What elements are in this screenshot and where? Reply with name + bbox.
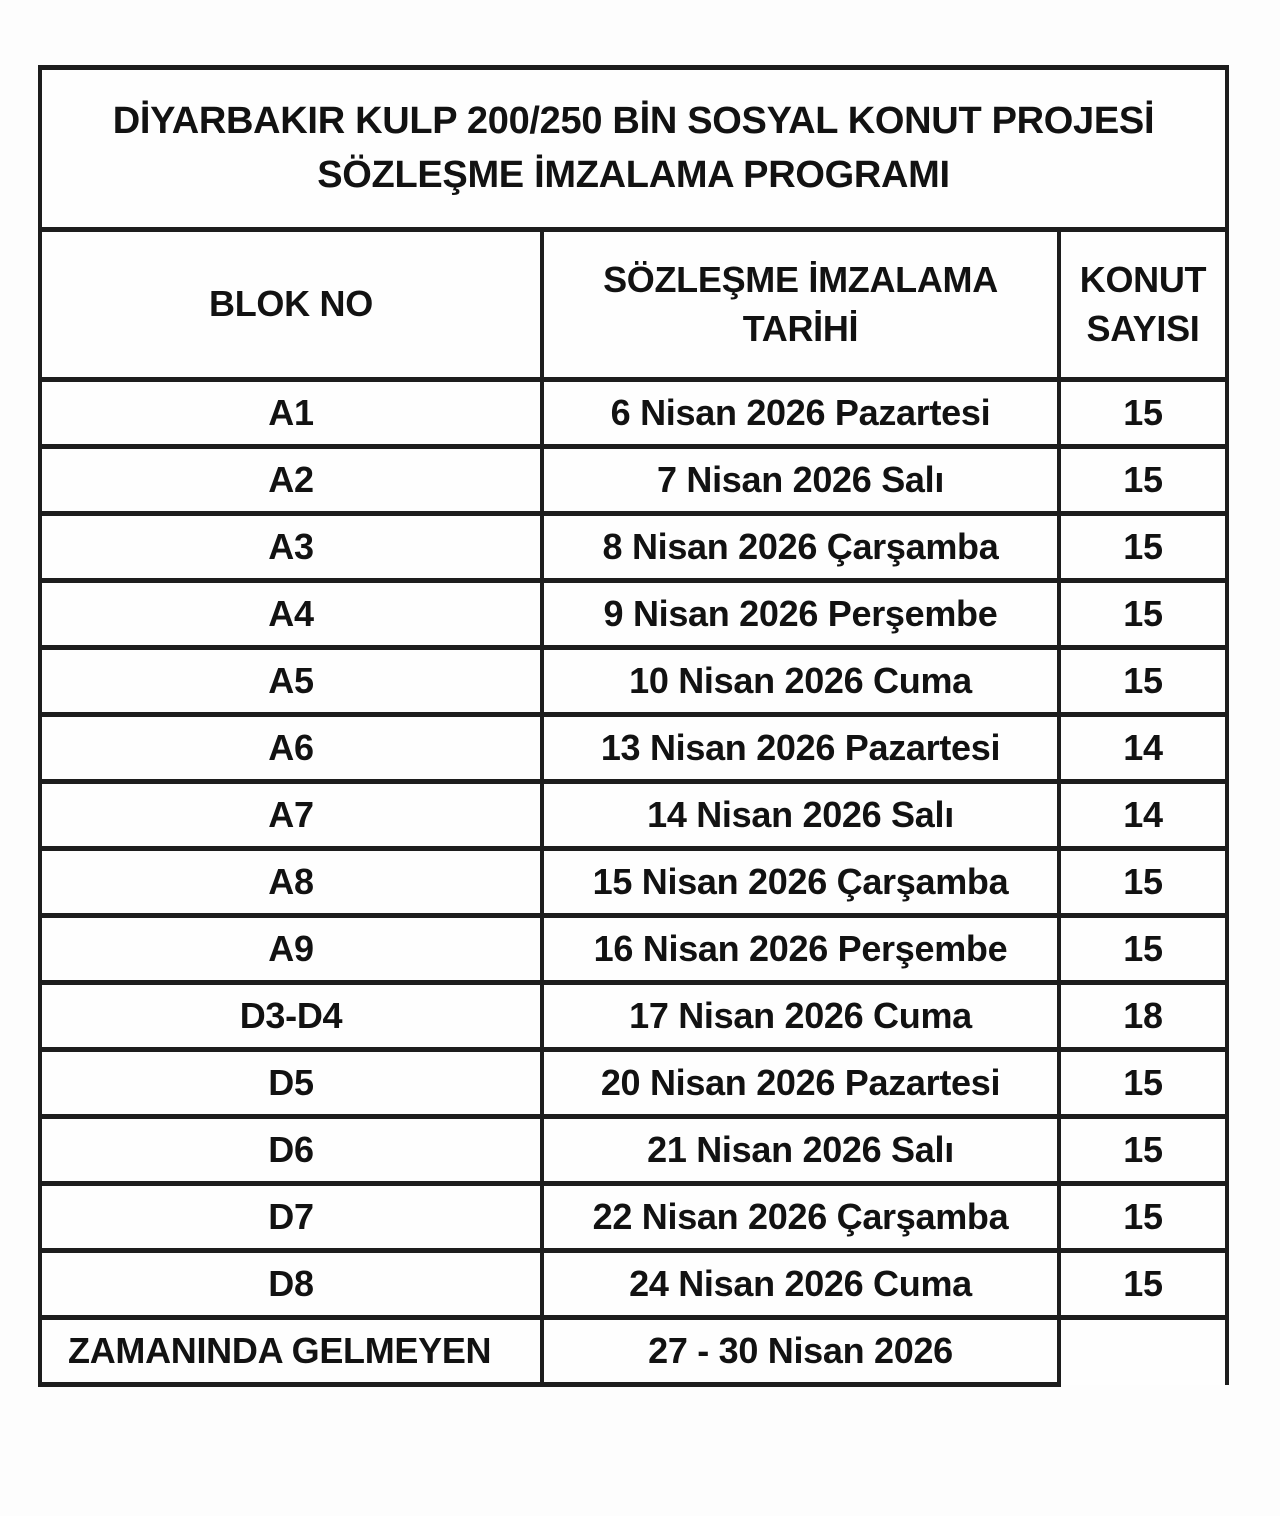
konut-cell: 18	[1059, 983, 1227, 1050]
table-row	[40, 1050, 1227, 1117]
blok-cell: A1	[40, 380, 542, 447]
blok-cell: A4	[40, 581, 542, 648]
tarih-cell: 14 Nisan 2026 Salı	[542, 782, 1059, 849]
table-row	[40, 1184, 1227, 1251]
konut-cell: 15	[1059, 514, 1227, 581]
konut-cell: 15	[1059, 1050, 1227, 1117]
tarih-cell: 6 Nisan 2026 Pazartesi	[542, 380, 1059, 447]
blok-cell: D6	[40, 1117, 542, 1184]
tarih-cell: 20 Nisan 2026 Pazartesi	[542, 1050, 1059, 1117]
konut-cell: 15	[1059, 581, 1227, 648]
blok-cell: A6	[40, 715, 542, 782]
title-line-2: SÖZLEŞME İMZALAMA PROGRAMI	[317, 153, 950, 196]
blok-cell: A8	[40, 849, 542, 916]
tarih-cell: 8 Nisan 2026 Çarşamba	[542, 514, 1059, 581]
title-row	[40, 68, 1227, 230]
contract-signing-schedule-table	[38, 65, 1229, 1387]
konut-cell: 15	[1059, 648, 1227, 715]
table-row	[40, 1251, 1227, 1318]
tarih-cell: 27 - 30 Nisan 2026	[542, 1318, 1059, 1385]
konut-cell: 15	[1059, 849, 1227, 916]
tarih-cell: 9 Nisan 2026 Perşembe	[542, 581, 1059, 648]
column-header-sozlesme-imzalama-tarihi: SÖZLEŞME İMZALAMA TARİHİ	[542, 230, 1059, 380]
tarih-cell: 24 Nisan 2026 Cuma	[542, 1251, 1059, 1318]
blok-cell: A3	[40, 514, 542, 581]
tarih-cell: 13 Nisan 2026 Pazartesi	[542, 715, 1059, 782]
blok-cell: ZAMANINDA GELMEYEN	[40, 1318, 542, 1385]
column-header-konut-sayisi: KONUT SAYISI	[1059, 230, 1227, 380]
tarih-cell: 7 Nisan 2026 Salı	[542, 447, 1059, 514]
table-row	[40, 380, 1227, 447]
tarih-cell: 15 Nisan 2026 Çarşamba	[542, 849, 1059, 916]
blok-cell: A5	[40, 648, 542, 715]
table-row	[40, 514, 1227, 581]
header-row	[40, 230, 1227, 380]
table-row	[40, 447, 1227, 514]
tarih-cell: 10 Nisan 2026 Cuma	[542, 648, 1059, 715]
table-row	[40, 1117, 1227, 1184]
konut-cell	[1059, 1318, 1227, 1385]
blok-cell: D7	[40, 1184, 542, 1251]
table-row	[40, 1318, 1227, 1385]
table-row	[40, 715, 1227, 782]
table-row	[40, 916, 1227, 983]
table-row	[40, 648, 1227, 715]
blok-cell: A7	[40, 782, 542, 849]
blok-cell: D5	[40, 1050, 542, 1117]
tarih-cell: 16 Nisan 2026 Perşembe	[542, 916, 1059, 983]
konut-cell: 15	[1059, 1251, 1227, 1318]
document-title	[40, 68, 1227, 230]
table-row	[40, 849, 1227, 916]
table-row	[40, 581, 1227, 648]
konut-cell: 15	[1059, 1184, 1227, 1251]
konut-cell: 14	[1059, 715, 1227, 782]
table-row	[40, 983, 1227, 1050]
konut-cell: 15	[1059, 916, 1227, 983]
title-line-1: DİYARBAKIR KULP 200/250 BİN SOSYAL KONUT PROJESİ	[112, 99, 1155, 142]
blok-cell: A2	[40, 447, 542, 514]
column-header-blok-no: BLOK NO	[40, 230, 542, 380]
blok-cell: A9	[40, 916, 542, 983]
tarih-cell: 21 Nisan 2026 Salı	[542, 1117, 1059, 1184]
table-body	[40, 380, 1227, 1385]
konut-cell: 14	[1059, 782, 1227, 849]
tarih-cell: 22 Nisan 2026 Çarşamba	[542, 1184, 1059, 1251]
konut-cell: 15	[1059, 380, 1227, 447]
konut-cell: 15	[1059, 1117, 1227, 1184]
blok-cell: D8	[40, 1251, 542, 1318]
konut-cell: 15	[1059, 447, 1227, 514]
tarih-cell: 17 Nisan 2026 Cuma	[542, 983, 1059, 1050]
blok-cell: D3-D4	[40, 983, 542, 1050]
table-row	[40, 782, 1227, 849]
